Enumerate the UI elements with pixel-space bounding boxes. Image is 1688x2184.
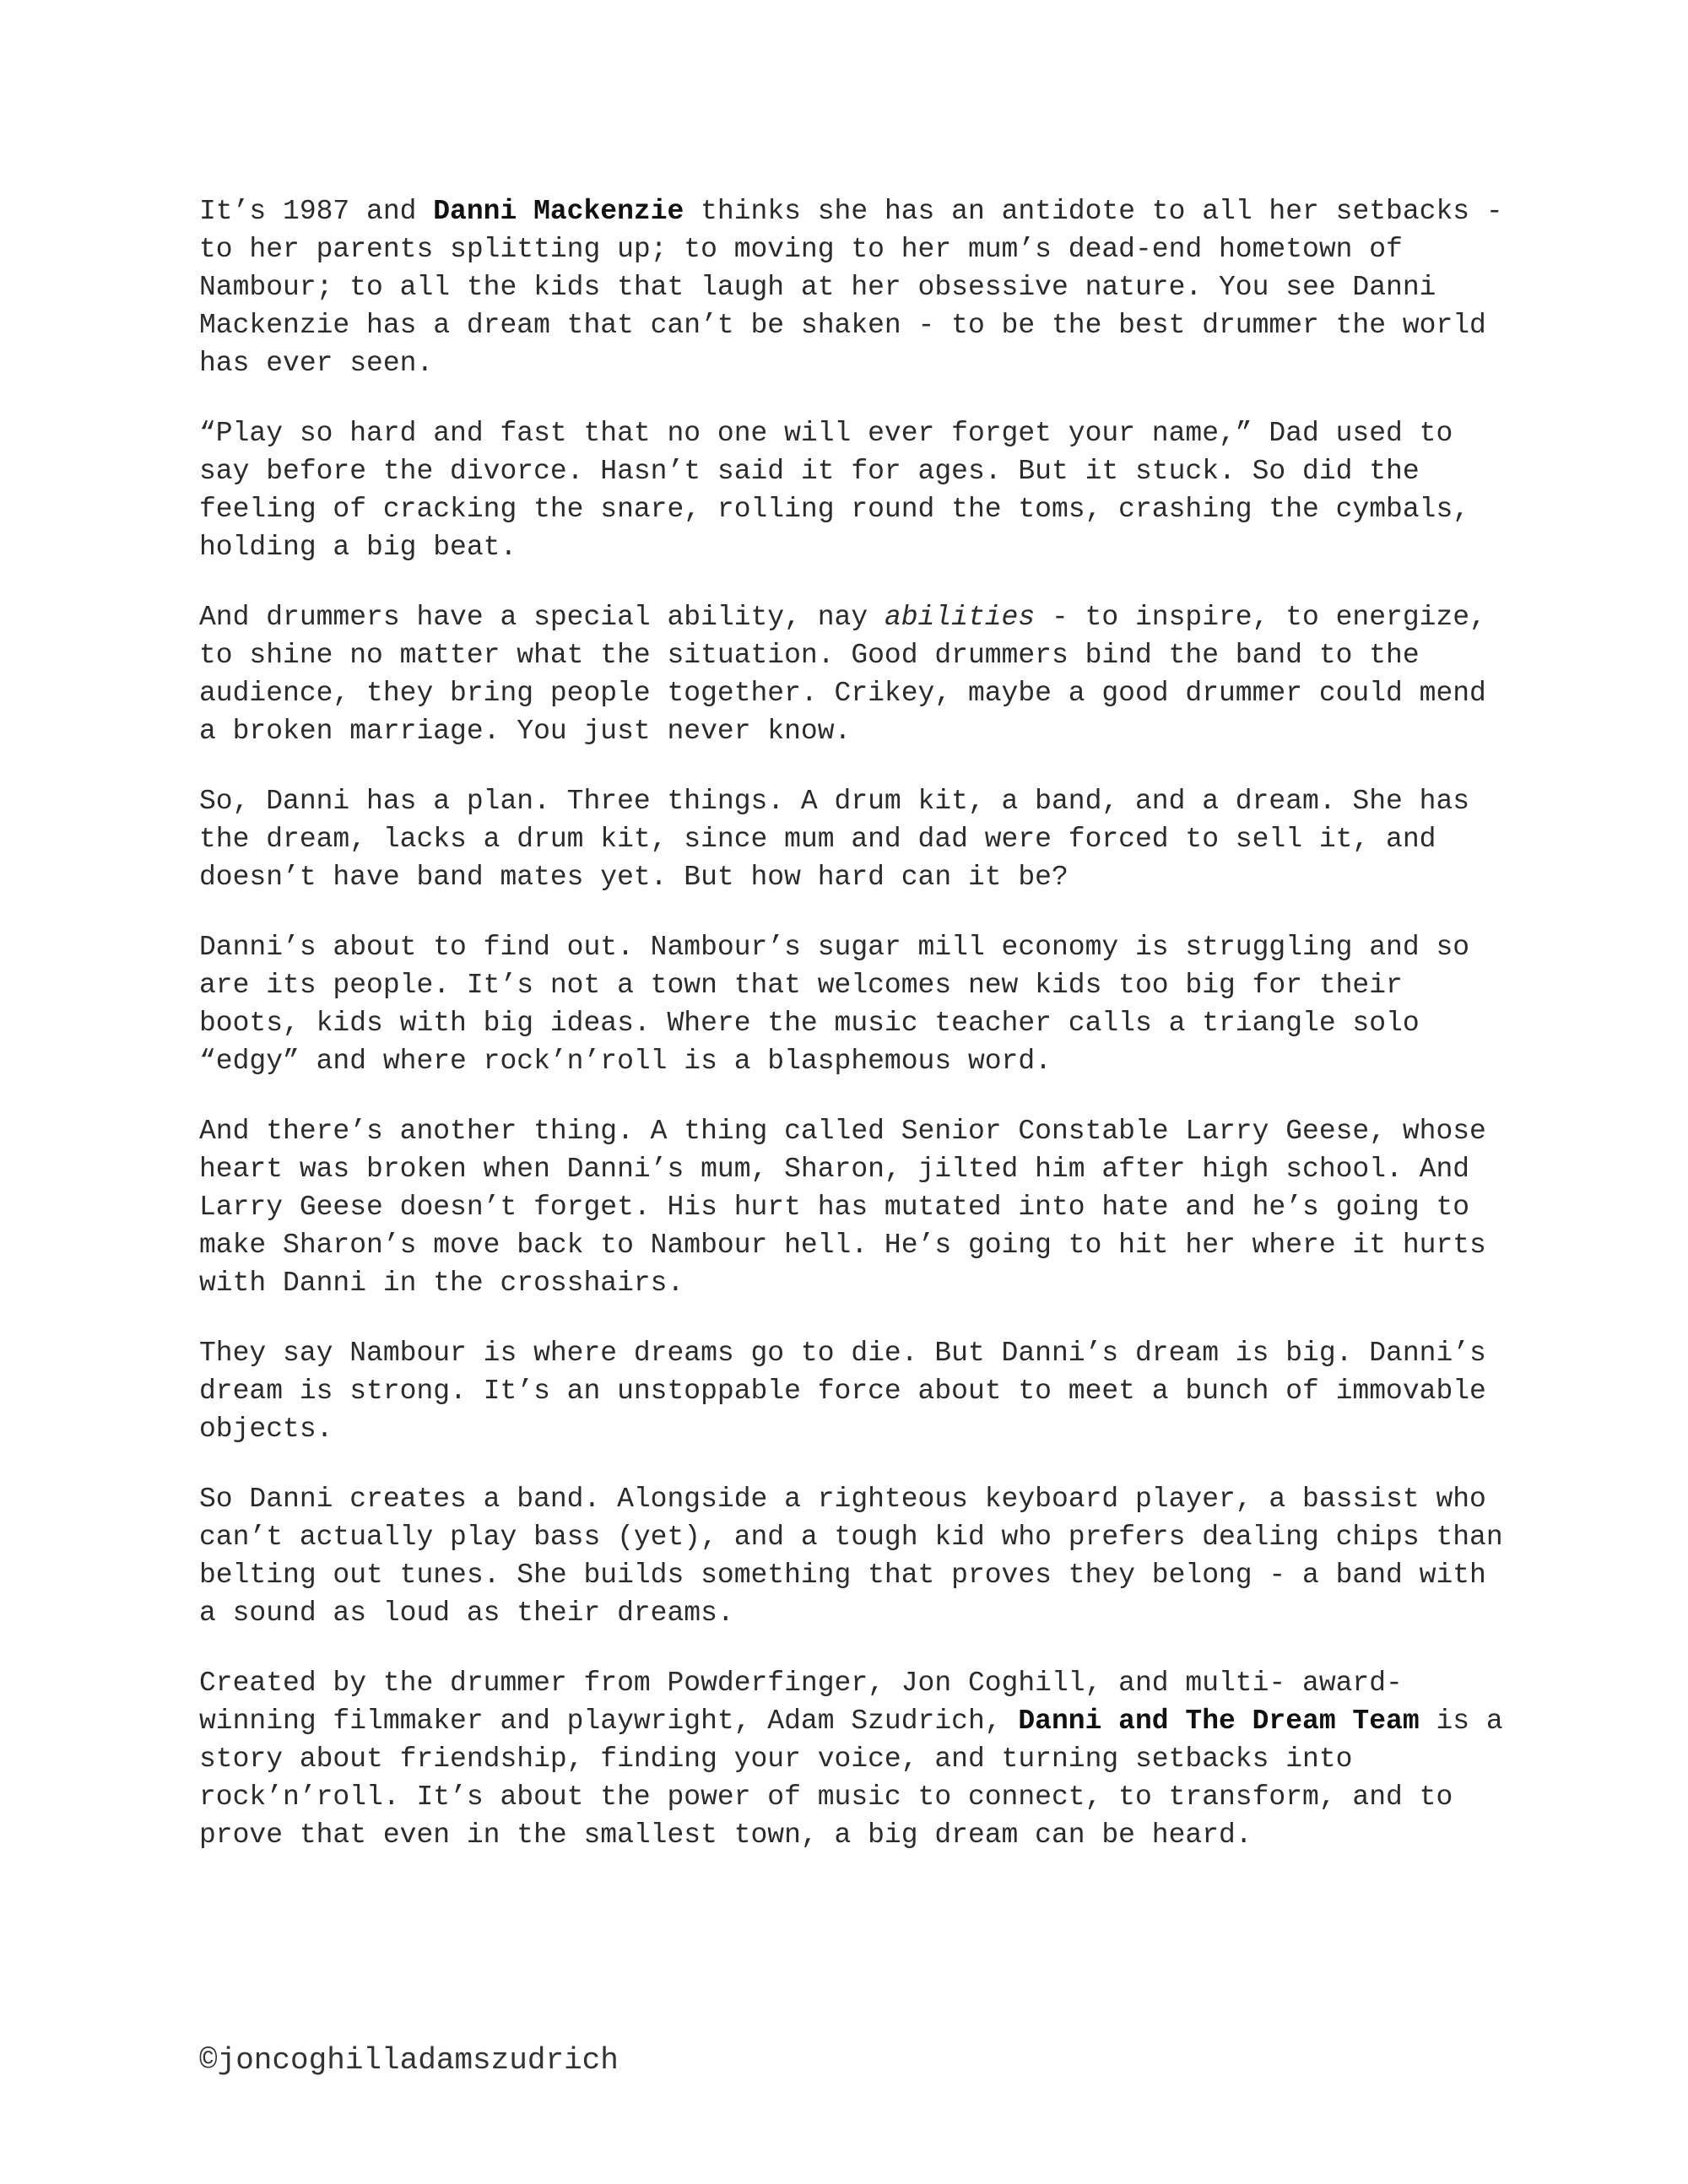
paragraph-7 xyxy=(199,1334,1516,1448)
paragraph-5 xyxy=(199,928,1516,1080)
text-span: thinks she has an antidote to all her setbacks - to her parents splitting up; to moving to her mum’s dead-end hometown of Nambour; to all the kids that laugh at her obsessive nature. You see Danni Mackenzie has a dream that can’t be shaken - to be the best drummer the world has ever seen. xyxy=(199,196,1503,379)
text-span: They say Nambour is where dreams go to die. But Danni’s dream is big. Danni’s dream is strong. It’s an unstoppable force about to meet a bunch of immovable objects. xyxy=(199,1338,1486,1445)
document-body xyxy=(199,192,1516,1886)
paragraph-8 xyxy=(199,1480,1516,1632)
paragraph-3 xyxy=(199,598,1516,750)
text-span: “Play so hard and fast that no one will ever forget your name,” Dad used to say before the divorce. Hasn’t said it for ages. But it stuck. So did the feeling of cracking the snare, rolling round the toms, crashing the cymbals, holding a big beat. xyxy=(199,418,1470,563)
emphasis-text: abilities xyxy=(884,602,1036,633)
paragraph-6 xyxy=(199,1112,1516,1302)
text-span: It’s 1987 and xyxy=(199,196,434,227)
text-span: is a story about friendship, finding your voice, and turning setbacks into rock’n’roll. It’s about the power of music to connect, to transform, and to prove that even in the smallest town, a big dream can be heard. xyxy=(199,1706,1503,1851)
text-span: Danni’s about to find out. Nambour’s sugar mill economy is struggling and so are its people. It’s not a town that welcomes new kids too big for their boots, kids with big ideas. Where the music teacher calls a triangle solo “edgy” and where rock’n’roll is a blasphemous word. xyxy=(199,932,1470,1077)
character-name: Danni Mackenzie xyxy=(433,196,684,227)
text-span: And there’s another thing. A thing called Senior Constable Larry Geese, whose heart was broken when Danni’s mum, Sharon, jilted him after high school. And Larry Geese doesn’t forget. His hurt has mutated into hate and he’s going to make Sharon’s move back to Nambour hell. He’s going to hit her where it hurts with Danni in the crosshairs. xyxy=(199,1116,1486,1299)
paragraph-1 xyxy=(199,192,1516,382)
text-span: Created by the drummer from Powderfinger, Jon Coghill, and multi- award-winning filmmaker and playwright, Adam Szudrich, xyxy=(199,1668,1403,1737)
paragraph-4 xyxy=(199,782,1516,896)
text-span: So, Danni has a plan. Three things. A drum kit, a band, and a dream. She has the dream, lacks a drum kit, since mum and dad were forced to sell it, and doesn’t have band mates yet. But how hard can it be? xyxy=(199,786,1470,893)
text-span: So Danni creates a band. Alongside a righteous keyboard player, a bassist who can’t actually play bass (yet), and a tough kid who prefers dealing chips than belting out tunes. She builds something that proves they belong - a band with a sound as loud as their dreams. xyxy=(199,1484,1503,1629)
show-title: Danni and The Dream Team xyxy=(1018,1706,1420,1737)
paragraph-9 xyxy=(199,1664,1516,1854)
text-span: And drummers have a special ability, nay xyxy=(199,602,885,633)
paragraph-2 xyxy=(199,414,1516,566)
copyright-footer: ©joncoghilladamszudrich xyxy=(199,2043,619,2078)
text-span: - to inspire, to energize, to shine no matter what the situation. Good drummers bind the band to the audience, they bring people together. Crikey, maybe a good drummer could mend a broken marriage. You just never know. xyxy=(199,602,1486,747)
